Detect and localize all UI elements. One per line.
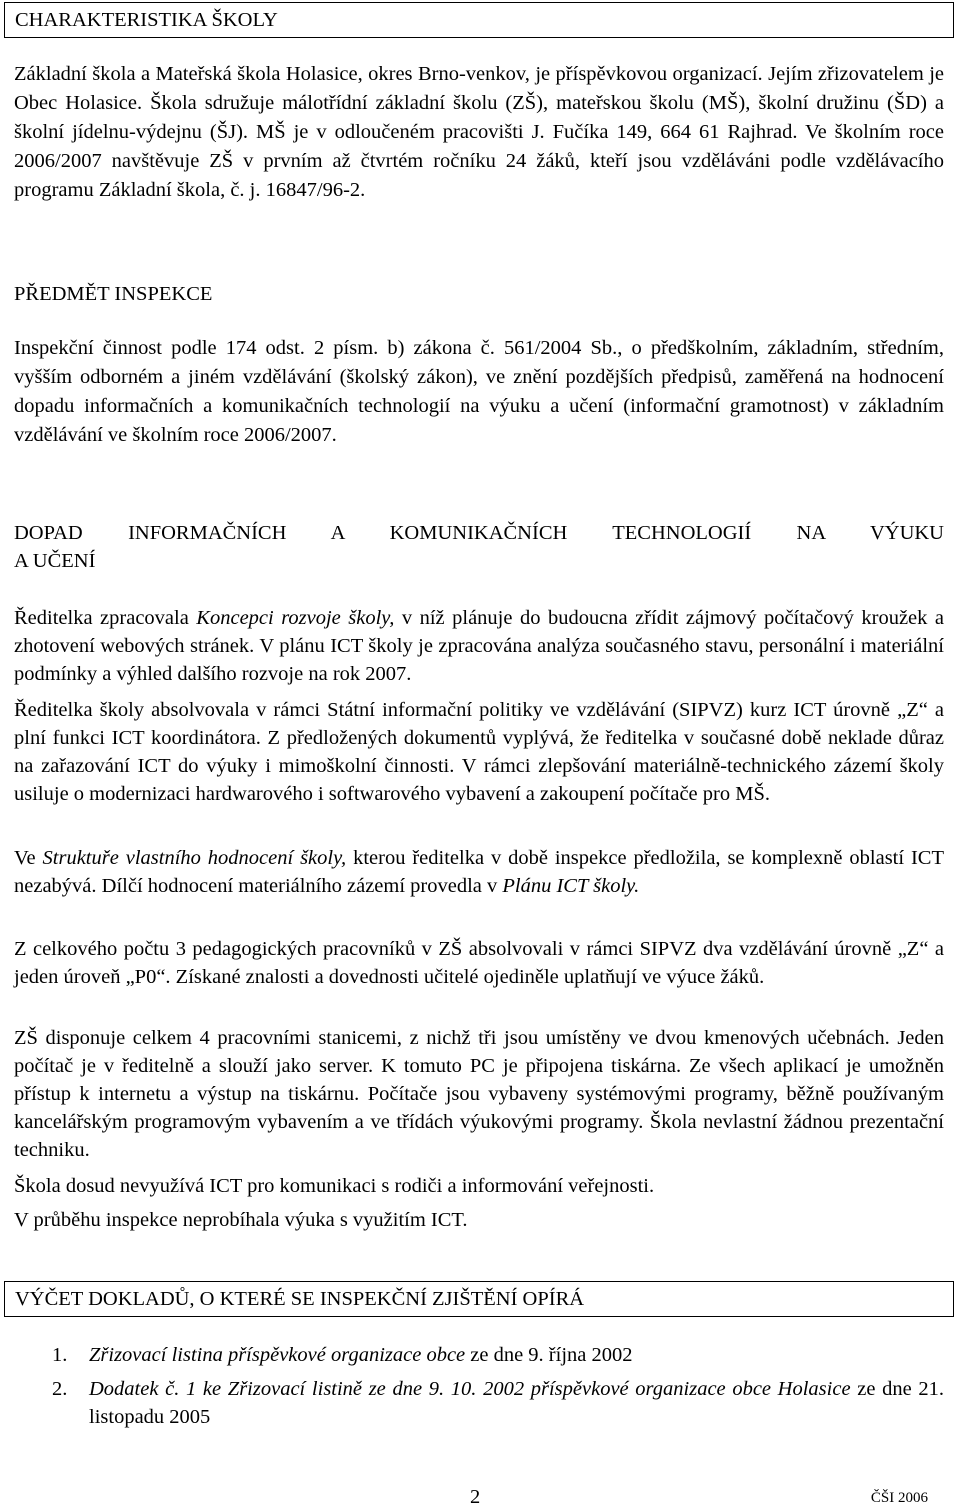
dopad-p1-text-b: v níž plánuje do budoucna zřídit zájmový počítačový kroužek a zhotovení webových stránek. V plánu ICT školy je zpracována analýza současného stavu, personální i materiální podmínky a výhled dalšího rozvoje na rok 2007.: [14, 607, 944, 685]
section-heading-vycet: VÝČET DOKLADŮ, O KTERÉ SE INSPEKČNÍ ZJIŠTĚNÍ OPÍRÁ: [4, 1281, 954, 1317]
dopad-p3-text-b: kterou ředitelka v době inspekce předložila, se komplexně oblastí ICT nezabývá. Dílčí hodnocení materiálního zázemí provedla v: [14, 847, 944, 897]
dopad-p3-italic-1: Struktuře vlastního hodnocení školy,: [42, 847, 347, 869]
list-item: [52, 1341, 944, 1369]
list-item-italic: Dodatek č. 1 ke Zřizovací listině ze dne 9. 10. 2002 příspěvkové organizace obce Holasice: [89, 1378, 851, 1400]
charakteristika-text: Základní škola a Mateřská škola Holasice, okres Brno-venkov, je příspěvkovou organizací. Jejím zřizovatelem je Obec Holasice. Škola sdružuje málotřídní základní školu (ZŠ), mateřskou školu (MŠ), školní družinu (ŠD) a školní jídelnu-výdejnu (ŠJ). MŠ je v odloučeném pracovišti J. Fučíka 149, 664 61 Rajhrad. Ve školním roce 2006/2007 navštěvuje ZŠ v prvním až čtvrtém ročníku 24 žáků, kteří jsou vzděláváni podle vzdělávacího programu Základní škola, č. j. 16847/96-2.: [14, 63, 944, 201]
dopad-paragraph-5: ZŠ disponuje celkem 4 pracovními stanicemi, z nichž tři jsou umístěny ve dvou kmenových učebnách. Jeden počítač je v ředitelně a slouží jako server. K tomuto PC je připojena tiskárna. Ze všech aplikací je umožněn přístup k internetu a výstup na tiskárnu. Počítače jsou vybaveny systémovými programy, běžně používaným kancelářským programovým vybavením a ve třídách výukovými programy. Škola nevlastní žádnou prezentační techniku.: [14, 1027, 944, 1161]
page-number: 2: [470, 1486, 481, 1508]
predmet-text: Inspekční činnost podle 174 odst. 2 písm. b) zákona č. 561/2004 Sb., o předškolním, základním, středním, vyšším odborném a jiném vzdělávání (školský zákon), ve znění pozdějších předpisů, zaměřená na hodnocení dopadu informačních a komunikačních technologií na výuku a učení (informační gramotnost) v základním vzdělávání ve školním roce 2006/2007.: [14, 337, 944, 446]
dopad-title-line-2: A UČENÍ: [14, 550, 96, 572]
section-heading-dopad: [14, 519, 944, 575]
section-heading-charakteristika: CHARAKTERISTIKA ŠKOLY: [4, 2, 954, 38]
section-heading-predmet: PŘEDMĚT INSPEKCE: [14, 283, 213, 305]
list-item-number: 1.: [52, 1344, 68, 1366]
dopad-p3-italic-2: Plánu ICT školy.: [502, 875, 640, 897]
list-item-rest: ze dne 9. října 2002: [465, 1344, 633, 1366]
footer-org: ČŠI 2006: [870, 1490, 928, 1506]
list-item: [52, 1375, 944, 1431]
dopad-paragraph-1: [14, 604, 944, 688]
dopad-title-line-1: DOPAD INFORMAČNÍCH A KOMUNIKAČNÍCH TECHNOLOGIÍ NA VÝUKU: [14, 522, 944, 544]
list-item-rest: ze dne 21. listopadu 2005: [89, 1378, 944, 1428]
list-item-number: 2.: [52, 1378, 68, 1400]
list-item-body: [89, 1341, 944, 1369]
list-item-body: [89, 1375, 944, 1431]
dopad-paragraph-6: Škola dosud nevyužívá ICT pro komunikaci s rodiči a informování veřejnosti.: [14, 1175, 655, 1197]
dopad-p1-italic: Koncepci rozvoje školy,: [196, 607, 395, 629]
dopad-paragraph-3: [14, 844, 944, 900]
dopad-paragraph-7: V průběhu inspekce neprobíhala výuka s využitím ICT.: [14, 1209, 468, 1231]
dopad-p1-text-a: Ředitelka zpracovala: [14, 607, 197, 629]
dopad-p3-text-a: Ve: [14, 847, 43, 869]
dopad-paragraph-2: Ředitelka školy absolvovala v rámci Státní informační politiky ve vzdělávání (SIPVZ) kurz ICT úrovně „Z“ a plní funkci ICT koordinátora. Z předložených dokumentů vyplývá, že ředitelka v současné době neklade důraz na zařazování ICT do výuky i mimoškolní činnosti. V rámci zlepšování materiálně-technického zázemí školy usiluje o modernizaci hardwarového i softwarového vybavení a zakoupení počítače pro MŠ.: [14, 699, 944, 805]
dopad-paragraph-4: Z celkového počtu 3 pedagogických pracovníků v ZŠ absolvovali v rámci SIPVZ dva vzdělávání úrovně „Z“ a jeden úroveň „P0“. Získané znalosti a dovednosti učitelé ojediněle uplatňují ve výuce žáků.: [14, 938, 944, 988]
list-item-italic: Zřizovací listina příspěvkové organizace obce: [89, 1344, 466, 1366]
